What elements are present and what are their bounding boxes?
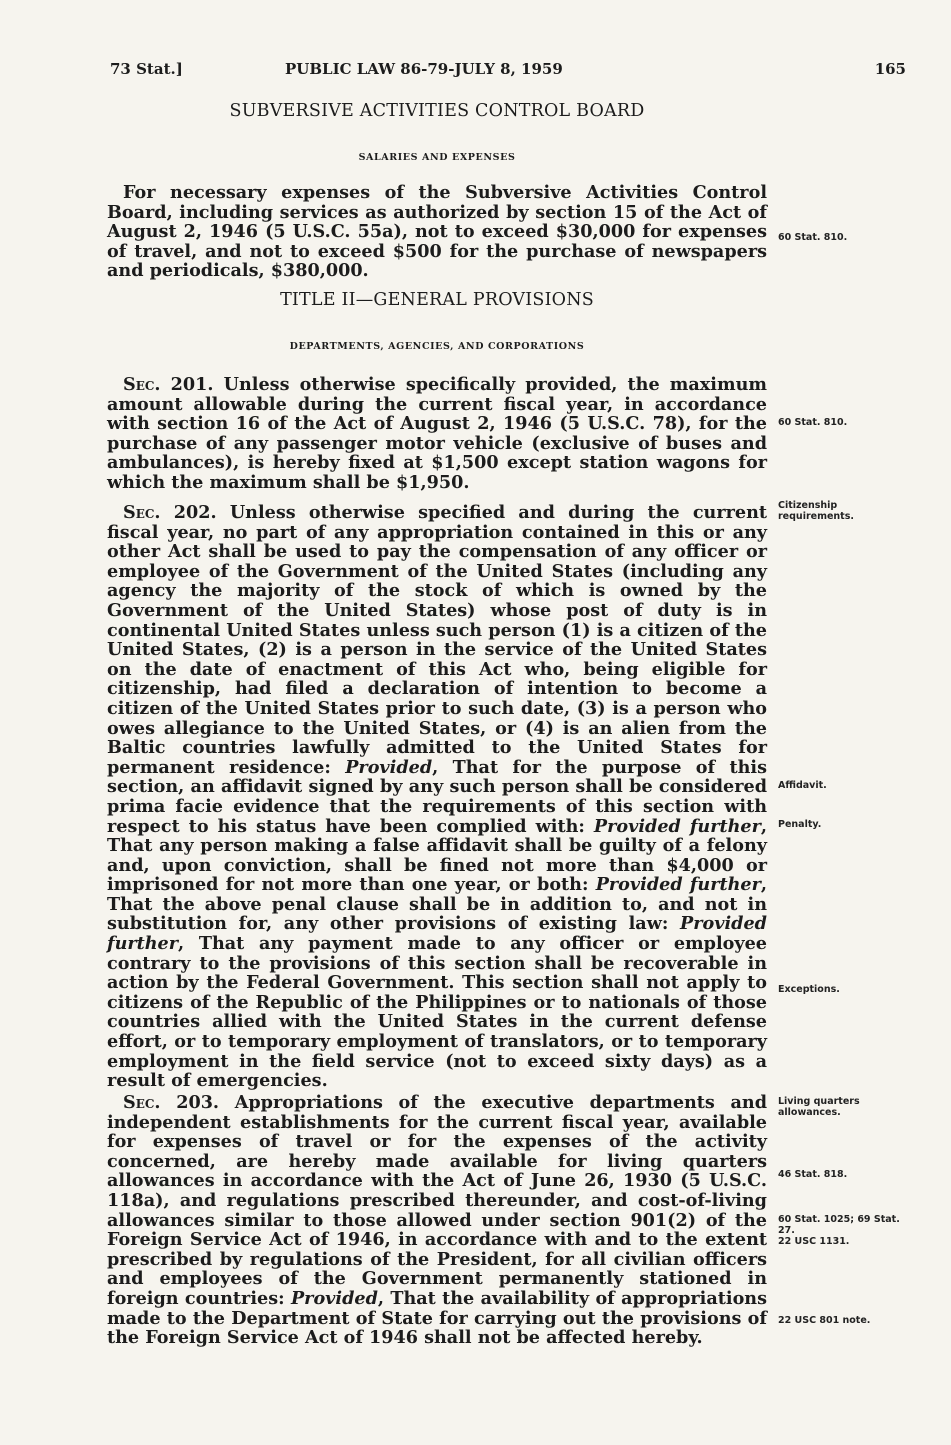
departments-heading: DEPARTMENTS, AGENCIES, AND CORPORATIONS (289, 341, 585, 352)
proviso-1: Provided (345, 756, 433, 778)
section-201-text (107, 375, 767, 493)
margin-note-exceptions: Exceptions. (778, 984, 840, 995)
proviso-3: Provided further (595, 874, 761, 896)
section-201-body: 201. Unless otherwise specifically provided, the maximum amount allowable during the current fiscal year, in accordance with section 16 of the Act of August 2, 1946 (5 U.S.C. 78), for the purchase of any passenger motor vehicle (exclusive of buses and ambulances), is hereby fixed at $1,500 except station wagons for which the maximum shall be $1,950. (107, 374, 767, 493)
proviso-2: Provided further (593, 815, 761, 837)
sacb-paragraph-text: For necessary expenses of the Subversive Activities Control Board, including services as authorized by section 15 of the Act of August 2, 1946 (5 U.S.C. 55a), not to exceed $30,000 for expenses of travel, and not to exceed $500 for the purchase of newspapers and periodicals, $380,000. (107, 182, 767, 282)
running-head (110, 60, 906, 84)
section-202-part-e: , That any payment made to any officer or employee contrary to the provisions of this section shall be recoverable in action by the Federal Government. This section shall not apply to citizens of the Republic of the Philippines or to nationals of those countries allied with the United States in the current defense effort, or to temporary employment of translators, or to temporary employment in the field service (not to exceed sixty days) as a result of emergencies. (107, 933, 767, 1092)
section-202-part-a: 202. Unless otherwise specified and during the current fiscal year, no part of any appropriation contained in this or any other Act shall be used to pay the compensation of any officer or employee of the Government of the United States (including any agency the majority of the stock of which is owned by the Government of the United States) whose post of duty is in continental United States unless such person (1) is a citizen of the United States, (2) is a person in the service of the United States on the date of enactment of this Act who, being eligible for citizenship, had filed a declaration of intention to become a citizen of the United States prior to such date, (3) is a person who owes allegiance to the United States, or (4) is an alien from the Baltic countries lawfully admitted to the United States for permanent residence: (107, 502, 767, 778)
salaries-heading: SALARIES AND EXPENSES (358, 152, 516, 163)
margin-note-living-quarters: Living quarters allowances. (778, 1096, 860, 1118)
margin-note-citizenship: Citizenship requirements. (778, 500, 854, 522)
margin-note-60-stat-810-b: 60 Stat. 810. (778, 417, 848, 428)
sacb-paragraph (107, 183, 767, 281)
section-203-text (107, 1093, 767, 1348)
section-202-text (107, 503, 767, 1091)
section-202-part-d: , That the above penal clause shall be in addition to, and not in substitution for, any other provisions of existing law: (107, 874, 767, 935)
margin-note-46-stat-818: 46 Stat. 818. (778, 1169, 848, 1180)
margin-note-22-usc-801: 22 USC 801 note. (778, 1315, 871, 1326)
section-201 (107, 375, 767, 493)
margin-note-affidavit: Affidavit. (778, 780, 827, 791)
section-202 (107, 503, 767, 1091)
margin-note-60-stat-1025: 60 Stat. 1025; 69 Stat. 27. (778, 1214, 900, 1236)
section-203-label: Sec. (123, 1092, 161, 1113)
section-203-part-b: , That the availability of appropriations made to the Department of State for carrying out the provisions of the Foreign Service Act of 1946 shall not be affected hereby. (107, 1287, 767, 1349)
proviso-5: Provided (290, 1287, 378, 1309)
section-202-part-b: , That for the purpose of this section, an affidavit signed by any such person shall be considered prima facie evidence that the requirements of this section with respect to his status have been complied with: (107, 756, 767, 837)
margin-note-60-stat-810: 60 Stat. 810. (778, 232, 848, 243)
sacb-heading: SUBVERSIVE ACTIVITIES CONTROL BOARD (229, 101, 645, 121)
section-203 (107, 1093, 767, 1348)
page-number: 165 (874, 60, 906, 78)
margin-note-22-usc-1131: 22 USC 1131. (778, 1236, 850, 1247)
section-202-part-c: , That any person making a false affidavit shall be guilty of a felony and, upon conviction, shall be fined not more than $4,000 or imprisoned for not more than one year, or both: (107, 815, 767, 896)
section-203-part-a: 203. Appropriations of the executive departments and independent establishments for the current fiscal year, available for expenses of travel or for the expenses of the activity concerned, are hereby made available for living quarters allowances in accordance with the Act of June 26, 1930 (5 U.S.C. 118a), and regulations prescribed thereunder, and cost-of-living allowances similar to those allowed under section 901(2) of the Foreign Service Act of 1946, in accordance with and to the extent prescribed by regulations of the President, for all civilian officers and employees of the Government permanently stationed in foreign countries: (107, 1092, 767, 1309)
title-ii-heading: TITLE II—GENERAL PROVISIONS (280, 290, 594, 310)
section-201-label: Sec. (123, 374, 161, 395)
stat-reference: 73 Stat.] (110, 60, 183, 78)
section-202-label: Sec. (123, 502, 161, 523)
law-title: PUBLIC LAW 86-79-JULY 8, 1959 (285, 60, 563, 78)
proviso-4: Provided further (107, 913, 767, 955)
margin-note-penalty: Penalty. (778, 819, 822, 830)
